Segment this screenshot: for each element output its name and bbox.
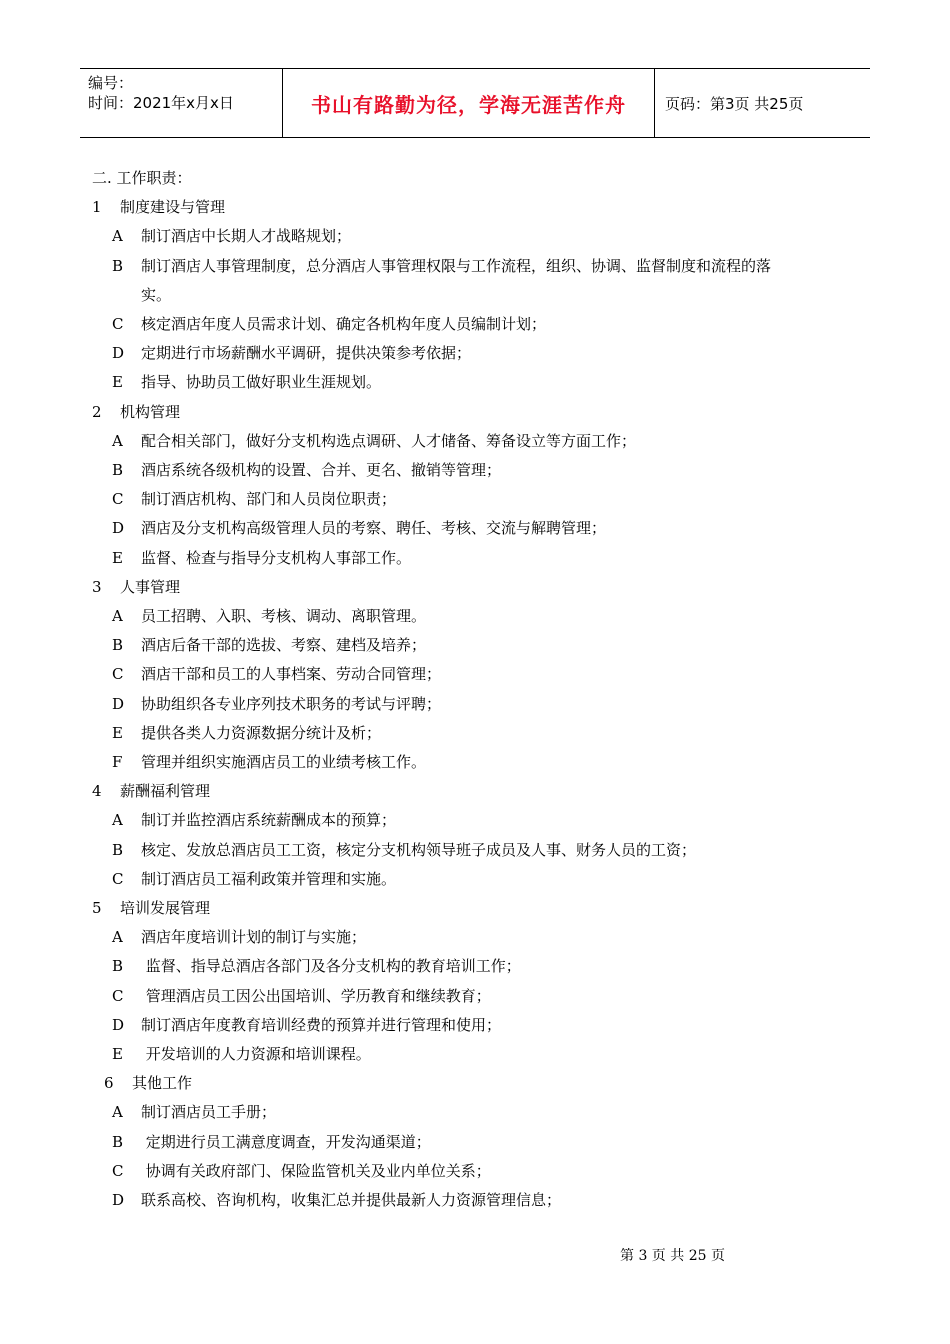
item-text: 监督、指导总酒店各部门及各分支机构的教育培训工作； [141,957,521,975]
item-text: 监督、检查与指导分支机构人事部工作。 [141,549,412,567]
list-item [0,1128,950,1157]
section-title: 机构管理 [120,403,181,421]
item-text: 指导、协助员工做好职业生涯规划。 [141,373,382,391]
list-item [0,456,950,485]
list-item [0,1186,950,1215]
section-title: 人事管理 [120,578,181,596]
list-item [0,602,950,631]
date-label: 时间：2021年x月x日 [88,94,234,112]
item-text: 配合相关部门，做好分支机构选点调研、人才储备、筹备设立等方面工作； [141,432,637,450]
item-letter: D [112,1016,125,1034]
list-item [0,923,950,952]
page-info: 页码：第3页 共25页 [665,94,804,113]
section-title: 薪酬福利管理 [120,782,211,800]
list-item [0,427,950,456]
item-letter: B [112,841,124,859]
list-item [0,1011,950,1040]
item-letter: C [112,665,124,683]
item-text: 酒店系统各级机构的设置、合并、更名、撤销等管理； [141,461,502,479]
item-letter: D [112,695,125,713]
item-text: 制订并监控酒店系统薪酬成本的预算； [141,811,397,829]
item-letter: B [112,636,124,654]
item-letter: E [112,373,123,391]
list-item [0,1157,950,1186]
section-number: 5 [92,899,102,917]
item-text: 制订酒店人事管理制度，总分酒店人事管理权限与工作流程，组织、协调、监督制度和流程的落 [141,257,772,275]
section-title: 培训发展管理 [120,899,211,917]
item-letter: A [112,607,123,625]
list-item [0,690,950,719]
item-letter: E [112,549,123,567]
item-letter: A [112,1103,123,1121]
list-item [0,339,950,368]
item-letter: A [112,928,123,946]
item-letter: C [112,987,124,1005]
item-text: 酒店后备干部的选拔、考察、建档及培养； [141,636,427,654]
list-item [0,865,950,894]
list-item [0,544,950,573]
section-title-row [0,398,950,427]
item-letter: C [112,490,124,508]
item-letter: F [112,753,123,771]
header-left [80,69,282,137]
header-middle [282,69,655,137]
list-item [0,485,950,514]
item-letter: A [112,227,123,245]
list-item [0,1098,950,1127]
item-letter: C [112,1162,124,1180]
header-right [655,69,870,137]
item-text: 联系高校、咨询机构，收集汇总并提供最新人力资源管理信息； [141,1191,562,1209]
item-text: 管理并组织实施酒店员工的业绩考核工作。 [141,753,427,771]
list-item [0,660,950,689]
item-letter: B [112,461,124,479]
item-letter: D [112,519,125,537]
page-header [80,68,870,138]
section-title-row [0,777,950,806]
section-number: 4 [92,782,102,800]
item-letter: D [112,344,125,362]
code-label: 编号： [88,74,134,92]
section-number: 2 [92,403,102,421]
list-item [0,631,950,660]
item-text: 提供各类人力资源数据分统计及析； [141,724,382,742]
item-text: 协调有关政府部门、保险监管机关及业内单位关系； [141,1162,491,1180]
item-letter: E [112,724,123,742]
item-text: 核定、发放总酒店员工工资，核定分支机构领导班子成员及人事、财务人员的工资； [141,841,697,859]
list-item [0,748,950,777]
item-text: 员工招聘、入职、考核、调动、离职管理。 [141,607,427,625]
list-item-continuation [0,281,950,310]
section-number: 6 [104,1074,114,1092]
section-number: 1 [92,198,102,216]
item-text: 制订酒店员工手册； [141,1103,277,1121]
item-text: 酒店及分支机构高级管理人员的考察、聘任、考核、交流与解聘管理； [141,519,607,537]
item-letter: B [112,957,124,975]
item-text: 酒店干部和员工的人事档案、劳动合同管理； [141,665,442,683]
item-letter: E [112,1045,123,1063]
list-item [0,368,950,397]
item-text: 制订酒店员工福利政策并管理和实施。 [141,870,397,888]
item-letter: B [112,1133,124,1151]
item-text: 制订酒店年度教育培训经费的预算并进行管理和使用； [141,1016,502,1034]
section-title-row [0,193,950,222]
item-letter: D [112,1191,125,1209]
item-text: 定期进行员工满意度调查，开发沟通渠道； [141,1133,431,1151]
list-item [0,252,950,281]
section-title-row [0,1069,950,1098]
item-letter: B [112,257,124,275]
list-item [0,806,950,835]
list-item [0,952,950,981]
section-number: 3 [92,578,102,596]
item-text: 开发培训的人力资源和培训课程。 [141,1045,371,1063]
section-title: 其他工作 [132,1074,193,1092]
motto: 书山有路勤为径，学海无涯苦作舟 [311,92,626,117]
list-item [0,982,950,1011]
item-letter: A [112,811,123,829]
list-item [0,1040,950,1069]
list-item [0,310,950,339]
item-letter: A [112,432,123,450]
item-text-continuation: 实。 [141,286,172,304]
item-letter: C [112,315,124,333]
section-heading [92,164,192,193]
section-title-row [0,573,950,602]
list-item [0,514,950,543]
list-item [0,222,950,251]
list-item [0,836,950,865]
list-item [0,719,950,748]
item-text: 制订酒店中长期人才战略规划； [141,227,352,245]
footer-page-number: 第 3 页 共 25 页 [620,1248,725,1264]
item-text: 协助组织各专业序列技术职务的考试与评聘； [141,695,442,713]
item-text: 制订酒店机构、部门和人员岗位职责； [141,490,397,508]
item-text: 核定酒店年度人员需求计划、确定各机构年度人员编制计划； [141,315,547,333]
section-title-row [0,894,950,923]
item-letter: C [112,870,124,888]
heading-text: 二. 工作职责： [92,169,192,187]
item-text: 定期进行市场薪酬水平调研，提供决策参考依据； [141,344,472,362]
item-text: 管理酒店员工因公出国培训、学历教育和继续教育； [141,987,491,1005]
item-text: 酒店年度培训计划的制订与实施； [141,928,367,946]
section-title: 制度建设与管理 [120,198,226,216]
